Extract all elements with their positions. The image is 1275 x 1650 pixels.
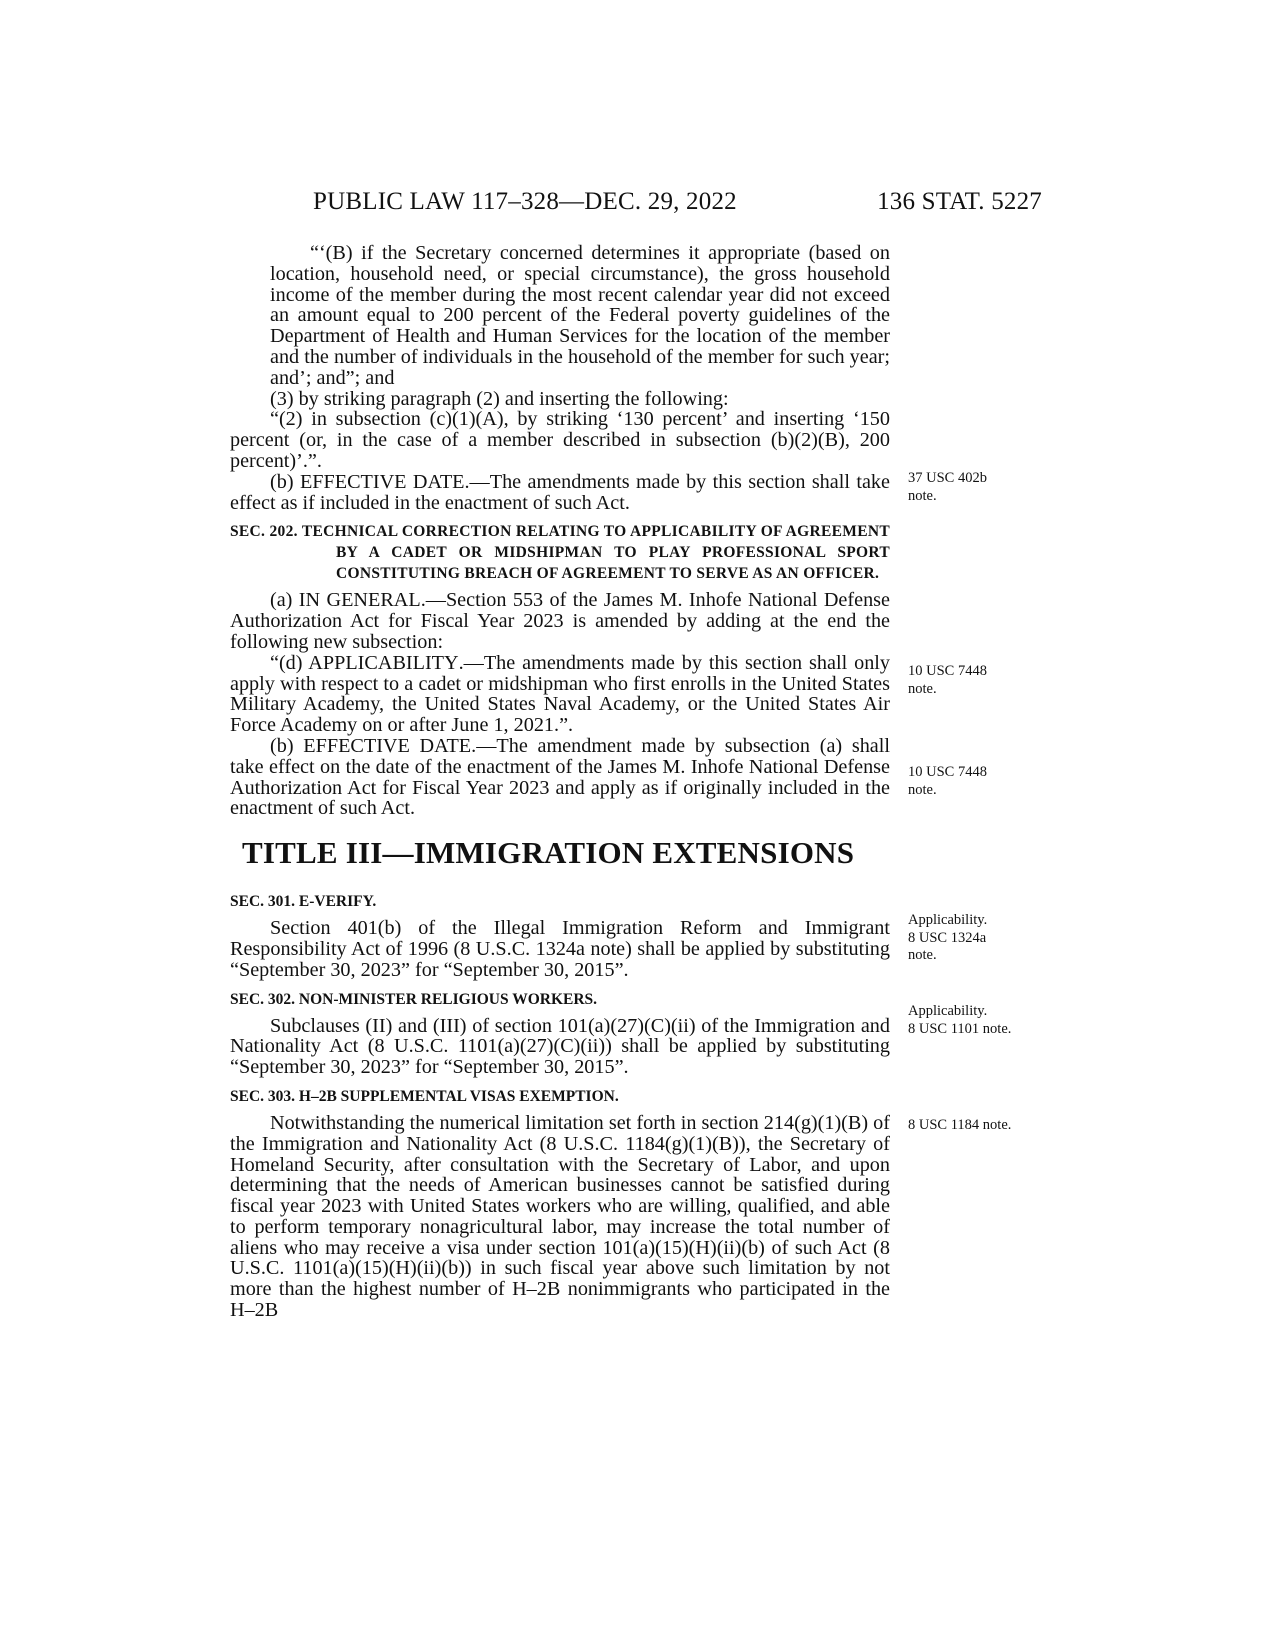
in-general-smallcaps2: ENERAL <box>341 589 421 612</box>
in-general-lead2: G <box>320 589 342 612</box>
effective-date-2-text: .—The amendment made by subsection (a) shall take effect on the date of the enactment of the James M. Inhofe National Defense Authorization Act for Fiscal Year 2023 and apply as if originally included in the enactment of such Act. <box>230 734 890 820</box>
paragraph-effective-date-2 <box>230 736 890 819</box>
margin-note-37-usc <box>908 470 1048 505</box>
effective-date-2-lead: (b) E <box>270 734 316 757</box>
paragraph-applicability <box>230 653 890 736</box>
paragraph-religious-workers: Subclauses (II) and (III) of section 101(a)(27)(C)(ii) of the Immigration and Nationality Act (8 U.S.C. 1101(a)(27)(C)(ii)) shall be applied by substituting “September 30, 2023” for “September 30, 2015”. <box>230 1014 890 1079</box>
margin-note-8-usc-1184 <box>908 1117 1048 1135</box>
paragraph-b-income: “‘(B) if the Secretary concerned determines it appropriate (based on location, household need, or special circumstance), the gross household income of the member during the most recent calendar year did not exceed an amount equal to 200 percent of the Federal poverty guidelines of the Department of Health and Human Services for the location of the member and the number of individuals in the household of the member for such year; and’; and”; and <box>270 242 890 389</box>
paragraph-h2b-visas: Notwithstanding the numerical limitation set forth in section 214(g)(1)(B) of the Immigration and Nationality Act (8 U.S.C. 1184(g)(1)(B)), the Secretary of Homeland Security, after consultation with the Secretary of Labor, and upon determining that the needs of American businesses cannot be satisfied during fiscal year 2023 with United States workers who are willing, qualified, and able to perform temporary nonagricultural labor, may increase the total number of aliens who may receive a visa under section 101(a)(15)(H)(ii)(b) of such Act (8 U.S.C. 1101(a)(15)(H)(ii)(b)) in such fiscal year above such limitation by not more than the highest number of H–2B nonimmigrants who participated in the H–2B <box>230 1111 890 1322</box>
body-text <box>230 243 890 1321</box>
effective-date-2-smallcaps: FFECTIVE <box>315 734 410 757</box>
margin-note-8-usc-1101 <box>908 1003 1048 1038</box>
title-iii-heading: TITLE III—IMMIGRATION EXTENSIONS <box>242 835 855 871</box>
stat-page-number: 136 STAT. 5227 <box>877 188 1042 215</box>
effective-date-lead2: D <box>406 470 428 493</box>
effective-date-lead: (b) E <box>270 470 313 493</box>
section-302-heading: SEC. 302. NON-MINISTER RELIGIOUS WORKERS. <box>230 990 598 1008</box>
margin-note-line: 8 USC 1324a <box>908 929 987 946</box>
effective-date-2-smallcaps2: ATE <box>434 734 472 757</box>
margin-note-10-usc-a <box>908 663 1048 698</box>
effective-date-smallcaps2: ATE <box>427 470 465 493</box>
margin-note-8-usc-1324a <box>908 912 1048 965</box>
margin-note-line: 37 USC 402b <box>908 470 987 486</box>
paragraph-3-striking: (3) by striking paragraph (2) and inserting the following: <box>270 387 729 410</box>
applicability-lead: “(d) A <box>270 651 323 674</box>
paragraph-effective-date-1 <box>230 472 890 514</box>
margin-note-line: note. <box>908 947 937 963</box>
paragraph-2-subsection: “(2) in subsection (c)(1)(A), by striking ‘130 percent’ and inserting ‘150 percent (or, in the case of a member described in subsection (b)(2)(B), 200 percent)’.”. <box>230 408 890 472</box>
margin-note-line: 8 USC 1184 note. <box>908 1117 1012 1133</box>
quoted-block <box>230 243 890 389</box>
paragraph-in-general <box>230 590 890 652</box>
margin-note-line: Applicability. <box>908 912 988 928</box>
effective-date-text: .—The amendments made by this section shall take effect as if included in the enactment of such Act. <box>230 470 890 514</box>
running-header <box>230 188 1042 224</box>
paragraph-e-verify: Section 401(b) of the Illegal Immigration Reform and Immigrant Responsibility Act of 1996 (8 U.S.C. 1324a note) shall be applied by substituting “September 30, 2023” for “September 30, 2015”. <box>230 917 890 981</box>
public-law-title: PUBLIC LAW 117–328—DEC. 29, 2022 <box>313 188 737 215</box>
section-202-heading: SEC. 202. TECHNICAL CORRECTION RELATING TO APPLICABILITY OF AGREEMENT BY A CADET OR MIDSHIPMAN TO PLAY PROFESSIONAL SPORT CONSTITUTING BREACH OF AGREEMENT TO SERVE AS AN OFFICER. <box>230 523 890 583</box>
margin-note-line: note. <box>908 680 937 697</box>
margin-note-line: 10 USC 7448 <box>908 764 987 780</box>
margin-note-line: 8 USC 1101 note. <box>908 1020 1012 1037</box>
applicability-smallcaps: PPLICABILITY <box>322 651 459 674</box>
applicability-text: .—The amendments made by this section shall only apply with respect to a cadet or midshipman who first enrolls in the United States Military Academy, the United States Naval Academy, or the United States Air Force Academy on or after June 1, 2021.”. <box>230 651 890 737</box>
section-303-heading: SEC. 303. H–2B SUPPLEMENTAL VISAS EXEMPTION. <box>230 1087 619 1105</box>
margin-note-line: 10 USC 7448 <box>908 663 987 679</box>
effective-date-2-lead2: D <box>409 734 435 757</box>
margin-note-line: note. <box>908 781 937 798</box>
margin-note-line: note. <box>908 487 937 504</box>
in-general-smallcaps: N <box>305 589 321 612</box>
section-301-heading: SEC. 301. E-VERIFY. <box>230 893 377 911</box>
in-general-text: .—Section 553 of the James M. Inhofe National Defense Authorization Act for Fiscal Year 2023 is amended by adding at the end the following new subsection: <box>230 589 890 653</box>
margin-note-10-usc-b <box>908 764 1048 799</box>
effective-date-smallcaps: FFECTIVE <box>312 470 407 493</box>
in-general-lead: (a) I <box>270 589 306 612</box>
margin-note-line: Applicability. <box>908 1003 988 1019</box>
